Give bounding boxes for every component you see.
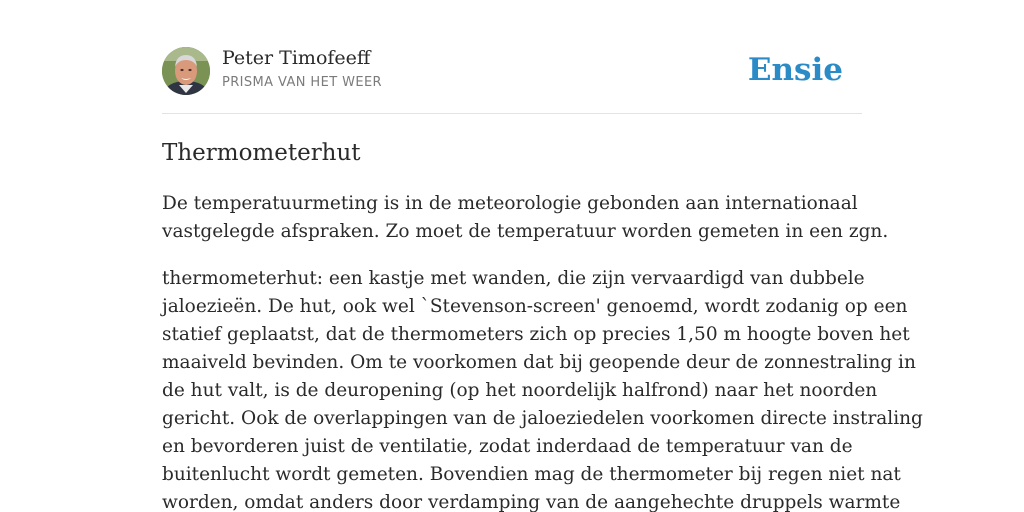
content-column <box>162 0 923 512</box>
paragraph-line: statief geplaatst, dat de thermometers zich op precies 1,50 m hoogte boven het <box>162 324 910 345</box>
brand-logo[interactable]: Ensie <box>747 52 843 88</box>
author-avatar[interactable] <box>162 47 210 95</box>
paragraph-line: en bevorderen juist de ventilatie, zodat inderdaad de temperatuur van de <box>162 436 853 457</box>
paragraph-line: thermometerhut: een kastje met wanden, die zijn vervaardigd van dubbele <box>162 268 865 289</box>
paragraph-line: gericht. Ook de overlappingen van de jaloeziedelen voorkomen directe instraling <box>162 408 923 429</box>
author-name[interactable]: Peter Timofeeff <box>222 47 371 69</box>
author-subtitle[interactable]: PRISMA VAN HET WEER <box>222 75 382 90</box>
paragraph-line: de hut valt, is de deuropening (op het noordelijk halfrond) naar het noorden <box>162 380 878 401</box>
paragraph-line: maaiveld bevinden. Om te voorkomen dat bij geopende deur de zonnestraling in <box>162 352 916 373</box>
paragraph-line: worden, omdat anders door verdamping van de aangehechte druppels warmte <box>162 492 901 512</box>
paragraph-line: jaloezieën. De hut, ook wel `Stevenson-screen' genoemd, wordt zodanig op een <box>162 296 908 317</box>
paragraph-line: vastgelegde afspraken. Zo moet de temperatuur worden gemeten in een zgn. <box>162 221 889 242</box>
article-title: Thermometerhut <box>162 140 361 166</box>
article-header <box>162 0 862 114</box>
avatar-photo-icon <box>162 47 210 95</box>
paragraph-2 <box>162 265 923 512</box>
paragraph-line: buitenlucht wordt gemeten. Bovendien mag de thermometer bij regen niet nat <box>162 464 901 485</box>
paragraph-line: De temperatuurmeting is in de meteorologie gebonden aan internationaal <box>162 193 858 214</box>
paragraph-1 <box>162 190 889 246</box>
